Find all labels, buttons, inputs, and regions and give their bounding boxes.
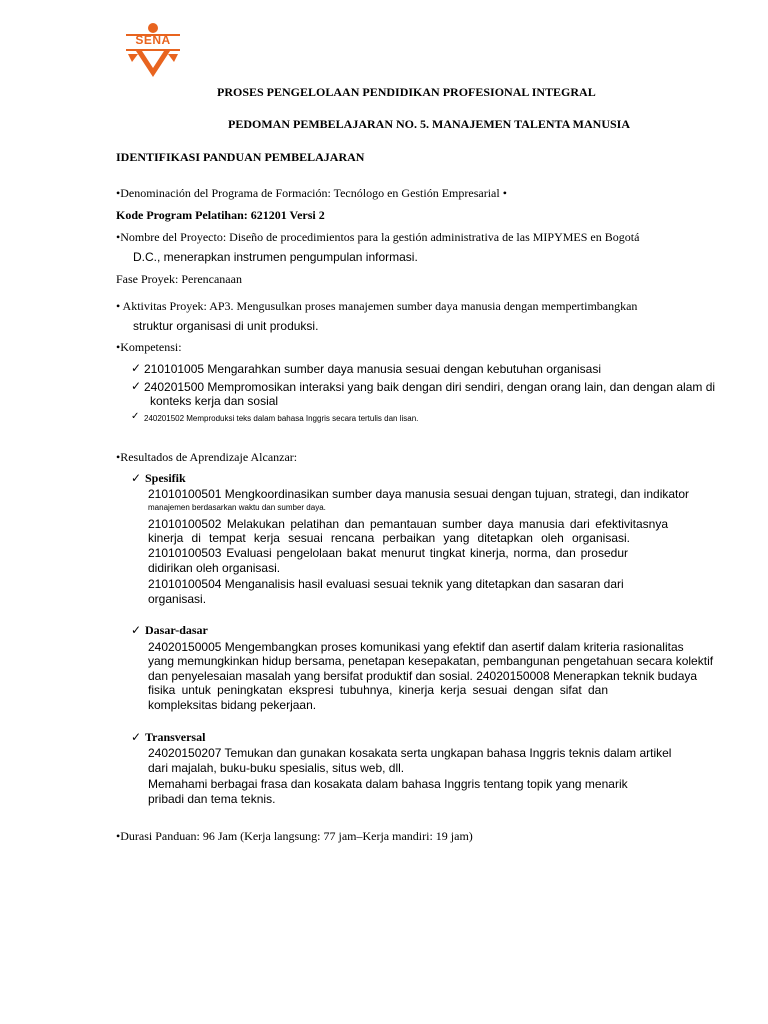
transversal-line: Memahami berbagai frasa dan kosakata dalam bahasa Inggris tentang topik yang menarik <box>148 777 628 791</box>
project-name: •Nombre del Proyecto: Diseño de procedimientos para la gestión administrativa de las MIPYMES en Bogotá <box>116 230 640 244</box>
specific-line: 21010100501 Mengkoordinasikan sumber daya manusia sesuai dengan tujuan, strategi, dan indikator <box>148 487 690 501</box>
specific-line: kinerja di tempat kerja sesuai rencana perbaikan yang ditetapkan oleh organisasi. <box>148 531 630 545</box>
check-icon: ✓ <box>131 730 142 744</box>
guide-duration: •Durasi Panduan: 96 Jam (Kerja langsung: 77 jam–Kerja mandiri: 19 jam) <box>116 829 473 843</box>
specific-line: 21010100504 Menganalisis hasil evaluasi sesuai teknik yang ditetapkan dan sasaran dari <box>148 577 624 591</box>
specific-label: Spesifik <box>145 471 186 485</box>
basic-line: yang memungkinkan hidup bersama, penetapan kesepakatan, pembangunan pengetahuan secara kolektif <box>148 654 714 668</box>
transversal-label: Transversal <box>145 730 206 744</box>
check-icon: ✓ <box>131 361 142 375</box>
transversal-line: dari majalah, buku-buku spesialis, situs web, dll. <box>148 761 405 775</box>
sena-logo-icon <box>124 22 182 80</box>
basic-line: fisika untuk peningkatan ekspresi tubuhnya, kinerja kerja sesuai dengan sifat dan <box>148 683 608 697</box>
check-icon: ✓ <box>131 379 142 393</box>
program-code: Kode Program Pelatihan: 621201 Versi 2 <box>116 208 325 222</box>
check-icon: ✓ <box>131 411 140 422</box>
specific-line: manajemen berdasarkan waktu dan sumber daya. <box>148 503 326 512</box>
project-activity: • Aktivitas Proyek: AP3. Mengusulkan proses manajemen sumber daya manusia dengan mempertimbangkan <box>116 299 638 313</box>
project-phase: Fase Proyek: Perencanaan <box>116 272 242 286</box>
specific-line: didirikan oleh organisasi. <box>148 561 281 575</box>
doc-subtitle: PEDOMAN PEMBELAJARAN NO. 5. MANAJEMEN TALENTA MANUSIA <box>228 117 631 131</box>
sena-logo <box>124 22 182 80</box>
doc-title: PROSES PENGELOLAAN PENDIDIKAN PROFESIONAL INTEGRAL <box>217 85 596 99</box>
learning-outcomes-label: •Resultados de Aprendizaje Alcanzar: <box>116 450 298 464</box>
check-icon: ✓ <box>131 471 142 485</box>
specific-line: 21010100502 Melakukan pelatihan dan pemantauan sumber daya manusia dari efektivitasnya <box>148 517 668 531</box>
competencies-label: •Kompetensi: <box>116 340 182 354</box>
program-denomination: •Denominación del Programa de Formación: Tecnólogo en Gestión Empresarial • <box>116 186 507 200</box>
specific-line: organisasi. <box>148 592 207 606</box>
competency-item-cont: konteks kerja dan sosial <box>150 394 279 408</box>
transversal-line: 24020150207 Temukan dan gunakan kosakata serta ungkapan bahasa Inggris teknis dalam artikel <box>148 746 672 760</box>
project-activity-cont: struktur organisasi di unit produksi. <box>133 319 319 333</box>
basic-line: kompleksitas bidang pekerjaan. <box>148 698 317 712</box>
project-name-cont: D.C., menerapkan instrumen pengumpulan informasi. <box>133 250 418 264</box>
basic-line: dan penyelesaian masalah yang bersifat produktif dan sosial. 24020150008 Menerapkan teknik budaya <box>148 669 698 683</box>
competency-item: 240201500 Mempromosikan interaksi yang baik dengan diri sendiri, dengan orang lain, dan dengan alam di <box>144 380 716 394</box>
specific-line: 21010100503 Evaluasi pengelolaan bakat menurut tingkat kinerja, norma, dan prosedur <box>148 546 628 560</box>
section-title: IDENTIFIKASI PANDUAN PEMBELAJARAN <box>116 150 365 164</box>
competency-item: 240201502 Memproduksi teks dalam bahasa Inggris secara tertulis dan lisan. <box>144 414 419 423</box>
basic-line: 24020150005 Mengembangkan proses komunikasi yang efektif dan asertif dalam kriteria rasionalitas <box>148 640 684 654</box>
check-icon: ✓ <box>131 623 142 637</box>
transversal-line: pribadi dan tema teknis. <box>148 792 276 806</box>
logo-text: SENA <box>135 33 171 47</box>
competency-item: 210101005 Mengarahkan sumber daya manusia sesuai dengan kebutuhan organisasi <box>144 362 601 376</box>
basic-label: Dasar-dasar <box>145 623 208 637</box>
